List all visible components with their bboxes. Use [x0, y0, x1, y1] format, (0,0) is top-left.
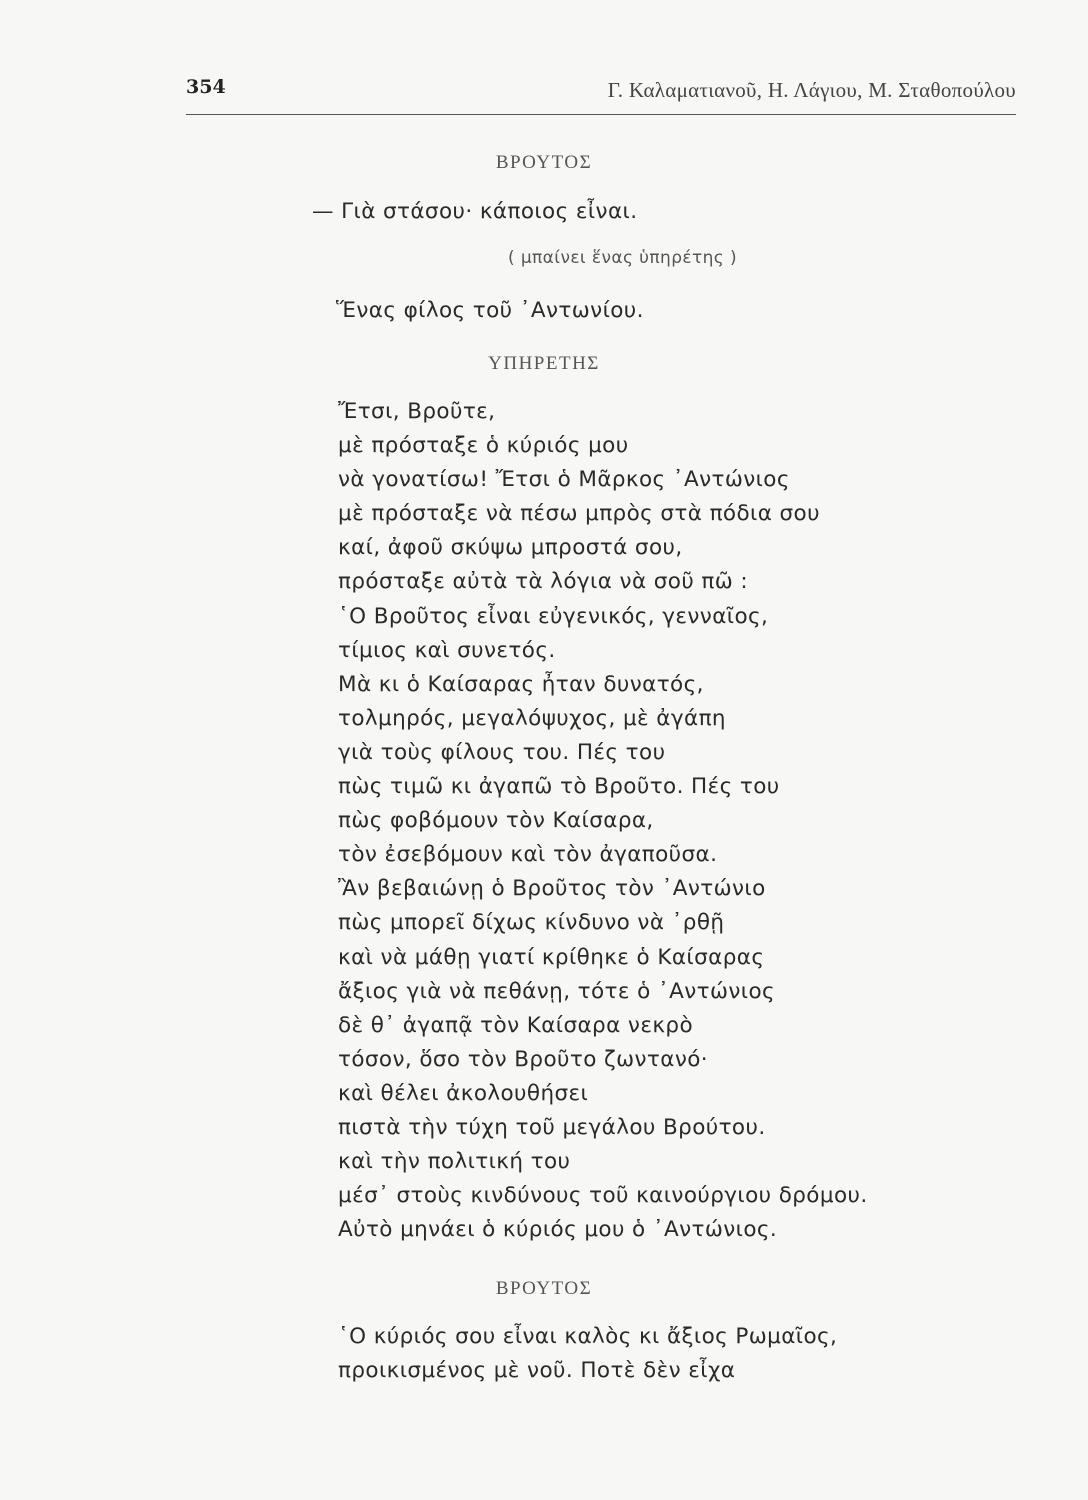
speaker-name: ΥΠΗΡΕΤΗΣ — [488, 353, 600, 374]
verse-line: ῾Ο κύριός σου εἶναι καλὸς κι ἄξιος Ρωμαῖος, — [338, 1324, 838, 1349]
verse-line: Μὰ κι ὁ Καίσαρας ἦταν δυνατός, — [338, 671, 704, 697]
servant-speech — [338, 395, 868, 1247]
verse-line: Ἂν βεβαιώνῃ ὁ Βροῦτος τὸν ᾽Αντώνιο — [338, 876, 766, 902]
page-number: 354 — [186, 76, 226, 98]
verse-line: πὼς τιμῶ κι ἀγαπῶ τὸ Βροῦτο. Πές του — [338, 774, 780, 800]
verse-line: τίμιος καὶ συνετός. — [338, 637, 556, 663]
verse-line: πὼς φοβόμουν τὸν Καίσαρα, — [338, 808, 654, 834]
verse-line: Αὐτὸ μηνάει ὁ κύριός μου ὁ ᾽Αντώνιος. — [338, 1217, 778, 1243]
verse-line: πρόσταξε αὐτὰ τὰ λόγια νὰ σοῦ πῶ : — [338, 569, 749, 595]
verse-line: καὶ νὰ μάθῃ γιατί κρίθηκε ὁ Καίσαρας — [338, 944, 765, 970]
speaker-name: ΒΡΟΥΤΟΣ — [495, 152, 593, 173]
verse-line: ἄξιος γιὰ νὰ πεθάνῃ, τότε ὁ ᾽Αντώνιος — [338, 978, 776, 1004]
verse-line: πὼς μπορεῖ δίχως κίνδυνο νὰ ᾽ρθῇ — [338, 910, 725, 936]
verse-line: νὰ γονατίσω! Ἔτσι ὁ Μᾶρκος ᾽Αντώνιος — [338, 467, 790, 493]
page-header — [186, 76, 1016, 112]
verse-line: καὶ τὴν πολιτική του — [338, 1149, 571, 1175]
brutus-reply — [338, 1320, 837, 1388]
verse-line: μὲ πρόσταξε ὁ κύριός μου — [338, 433, 629, 459]
verse-line: μέσ᾽ στοὺς κινδύνους τοῦ καινούργιου δρόμου. — [338, 1183, 868, 1209]
verse-line: ῾Ο Βροῦτος εἶναι εὐγενικός, γενναῖος, — [338, 603, 769, 629]
verse-line: Ἕνας φίλος τοῦ ᾽Αντωνίου. — [336, 298, 644, 323]
verse-line: καί, ἀφοῦ σκύψω μπροστά σου, — [338, 535, 683, 561]
verse-line: τόσον, ὅσο τὸν Βροῦτο ζωντανό· — [338, 1046, 709, 1072]
verse-line: μὲ πρόσταξε νὰ πέσω μπρὸς στὰ πόδια σου — [338, 501, 820, 527]
verse-line: πιστὰ τὴν τύχη τοῦ μεγάλου Βρούτου. — [338, 1114, 766, 1140]
speaker-name: ΒΡΟΥΤΟΣ — [495, 1278, 593, 1299]
verse-line: τολμηρός, μεγαλόψυχος, μὲ ἀγάπη — [338, 705, 726, 731]
running-head: Γ. Καλαματιανοῦ, Η. Λάγιου, Μ. Σταθοπούλου — [607, 78, 1016, 102]
verse-line: δὲ θ᾽ ἀγαπᾷ τὸν Καίσαρα νεκρὸ — [338, 1012, 694, 1038]
verse-line: — Γιὰ στάσου· κάποιος εἶναι. — [312, 199, 638, 224]
header-rule — [186, 114, 1016, 115]
verse-line: γιὰ τοὺς φίλους του. Πές του — [338, 739, 666, 765]
stage-direction: ( μπαίνει ἕνας ὑπηρέτης ) — [508, 248, 738, 268]
verse-line: καὶ θέλει ἀκολουθήσει — [338, 1080, 589, 1106]
verse-line: προικισμένος μὲ νοῦ. Ποτὲ δὲν εἶχα — [338, 1358, 736, 1384]
verse-line: τὸν ἐσεβόμουν καὶ τὸν ἀγαποῦσα. — [338, 842, 718, 868]
verse-line: Ἔτσι, Βροῦτε, — [338, 399, 496, 424]
